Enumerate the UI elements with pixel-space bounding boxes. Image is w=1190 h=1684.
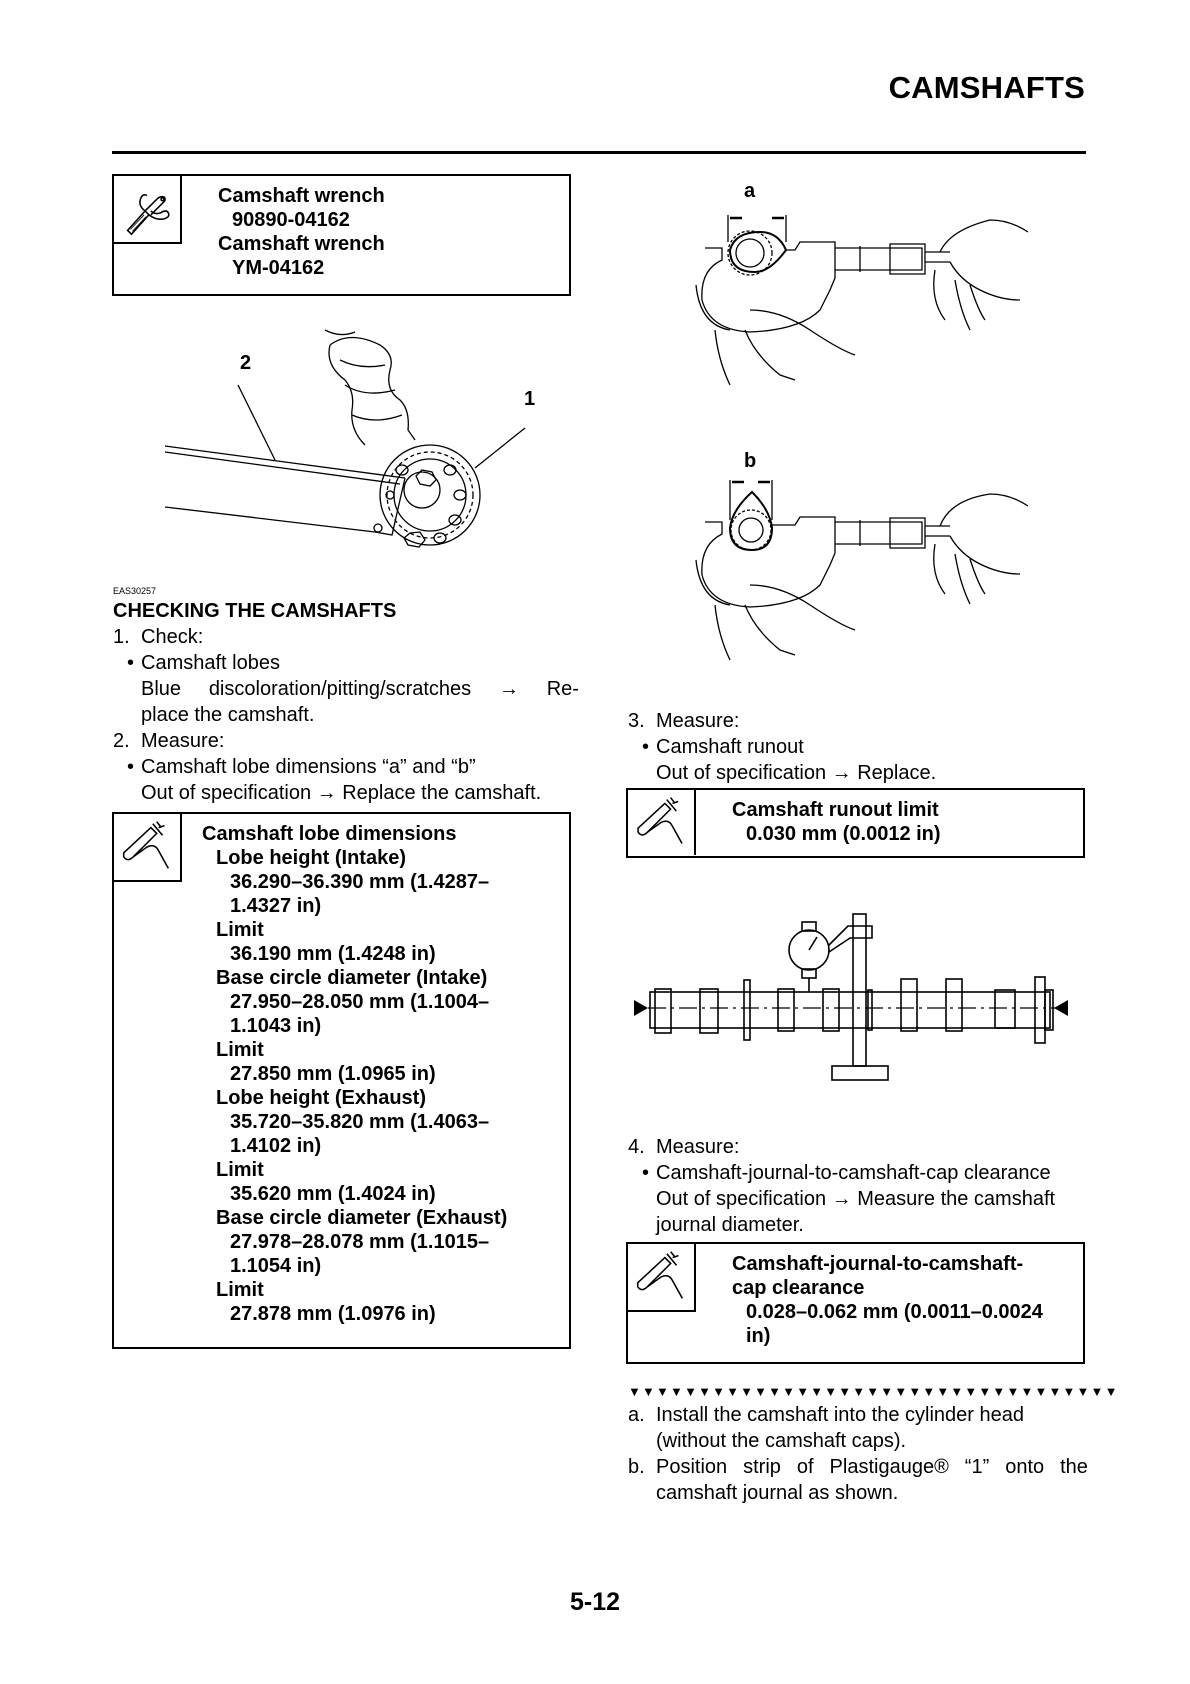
spec-subtitle: Lobe height (Intake): [216, 847, 406, 869]
procedure-start-marker: ▼▼▼▼▼▼▼▼▼▼▼▼▼▼▼▼▼▼▼▼▼▼▼▼▼▼▼▼▼▼▼▼▼▼▼: [628, 1384, 1119, 1399]
special-tool-wrench-icon: [114, 176, 182, 244]
step-item: Camshaft runout: [656, 736, 804, 758]
dimension-label-b: b: [744, 450, 757, 472]
substeps: [628, 1402, 1088, 1506]
step-label: Measure:: [656, 1136, 740, 1158]
spec-subtitle: Lobe height (Exhaust): [216, 1087, 426, 1109]
substep-word: onto: [1005, 1456, 1045, 1478]
step-label: Measure:: [141, 730, 225, 752]
step-3: [628, 708, 1088, 786]
substep-letter: b.: [628, 1456, 645, 1478]
step-item: Camshaft lobes: [141, 652, 280, 674]
spec-value: 1.1043 in): [230, 1015, 322, 1037]
step-detail: Out of specification → Replace.: [656, 762, 937, 784]
special-tool-box: [112, 174, 571, 296]
bullet: •: [127, 756, 135, 778]
spec-value: 0.028–0.062 mm (0.0011–0.0024: [746, 1301, 1043, 1323]
step-label: Measure:: [656, 710, 740, 732]
spec-subtitle: Base circle diameter (Intake): [216, 967, 488, 989]
caliper-icon: [628, 1244, 696, 1312]
step-detail: Out of specification → Replace the camshaft.: [141, 782, 542, 804]
spec-title: Camshaft runout limit: [732, 799, 939, 821]
detail-word: Blue: [141, 678, 182, 700]
step-item: Camshaft lobe dimensions “a” and “b”: [141, 756, 476, 778]
substep-word: the: [1060, 1456, 1088, 1478]
step-item: Camshaft-journal-to-camshaft-cap clearance: [656, 1162, 1051, 1184]
tool-name: Camshaft wrench: [218, 233, 385, 255]
spec-subtitle: Base circle diameter (Exhaust): [216, 1207, 508, 1229]
substep-word: Plastigauge®: [829, 1456, 949, 1478]
section-heading: CHECKING THE CAMSHAFTS: [113, 600, 397, 622]
detail-word: discoloration/pitting/scratches: [208, 678, 472, 700]
figure-camshaft-runout: [620, 900, 1090, 1100]
spec-subtitle: Limit: [216, 1279, 264, 1301]
detail-word: Re-: [546, 678, 579, 700]
step-4: [628, 1134, 1088, 1238]
spec-title: Camshaft lobe dimensions: [202, 823, 457, 845]
tool-number: 90890-04162: [232, 209, 350, 231]
spec-value: 1.4327 in): [230, 895, 322, 917]
caliper-icon: [628, 790, 696, 855]
spec-value: 27.878 mm (1.0976 in): [230, 1303, 436, 1325]
spec-value: 35.620 mm (1.4024 in): [230, 1183, 436, 1205]
spec-value: 27.850 mm (1.0965 in): [230, 1063, 436, 1085]
lobe-dimensions-spec-box: [112, 812, 571, 1349]
substep-text: (without the camshaft caps).: [656, 1430, 907, 1452]
figure-base-circle: [660, 450, 1080, 680]
step-number: 4.: [628, 1136, 645, 1158]
spec-value: 36.290–36.390 mm (1.4287–: [230, 871, 490, 893]
substep-word: “1”: [964, 1456, 990, 1478]
arrow-icon: →: [498, 678, 519, 700]
page-number: 5-12: [569, 1588, 621, 1616]
figure-camshaft-wrench: [140, 320, 560, 580]
spec-title: Camshaft-journal-to-camshaft-: [732, 1253, 1024, 1275]
callout-1: 1: [524, 388, 536, 410]
substep-word: strip: [743, 1456, 781, 1478]
step-detail: journal diameter.: [656, 1214, 804, 1236]
substep-word: Position: [656, 1456, 728, 1478]
caliper-icon: [114, 814, 182, 882]
spec-value: 1.1054 in): [230, 1255, 322, 1277]
step-detail: Out of specification → Measure the camshaft: [656, 1188, 1056, 1210]
runout-spec-box: [626, 788, 1085, 858]
section-code: EAS30257: [113, 586, 157, 596]
spec-value: in): [746, 1325, 771, 1347]
spec-value: 0.030 mm (0.0012 in): [746, 823, 941, 845]
step-number: 1.: [113, 626, 130, 648]
spec-value: 35.720–35.820 mm (1.4063–: [230, 1111, 490, 1133]
spec-subtitle: Limit: [216, 1039, 264, 1061]
dimension-label-a: a: [744, 180, 756, 202]
substep-text: Install the camshaft into the cylinder head: [656, 1404, 1024, 1426]
spec-title: cap clearance: [732, 1277, 865, 1299]
clearance-spec-box: [626, 1242, 1085, 1364]
spec-value: 27.950–28.050 mm (1.1004–: [230, 991, 490, 1013]
tool-name: Camshaft wrench: [218, 185, 385, 207]
page-title: CAMSHAFTS: [888, 70, 1085, 105]
spec-subtitle: Limit: [216, 1159, 264, 1181]
spec-value: 27.978–28.078 mm (1.1015–: [230, 1231, 490, 1253]
header-rule: [112, 151, 1086, 154]
substep-word: of: [796, 1456, 814, 1478]
tool-number: YM-04162: [232, 257, 325, 279]
spec-subtitle: Limit: [216, 919, 264, 941]
step-number: 2.: [113, 730, 130, 752]
substep-text: camshaft journal as shown.: [656, 1482, 899, 1504]
substep-letter: a.: [628, 1404, 645, 1426]
step-1: [113, 624, 579, 806]
bullet: •: [642, 1162, 650, 1184]
step-detail: place the camshaft.: [141, 704, 315, 726]
step-number: 3.: [628, 710, 645, 732]
bullet: •: [642, 736, 650, 758]
callout-2: 2: [240, 352, 252, 374]
spec-value: 36.190 mm (1.4248 in): [230, 943, 436, 965]
figure-lobe-height: [660, 180, 1080, 410]
spec-value: 1.4102 in): [230, 1135, 322, 1157]
bullet: •: [127, 652, 135, 674]
step-label: Check:: [141, 626, 204, 648]
